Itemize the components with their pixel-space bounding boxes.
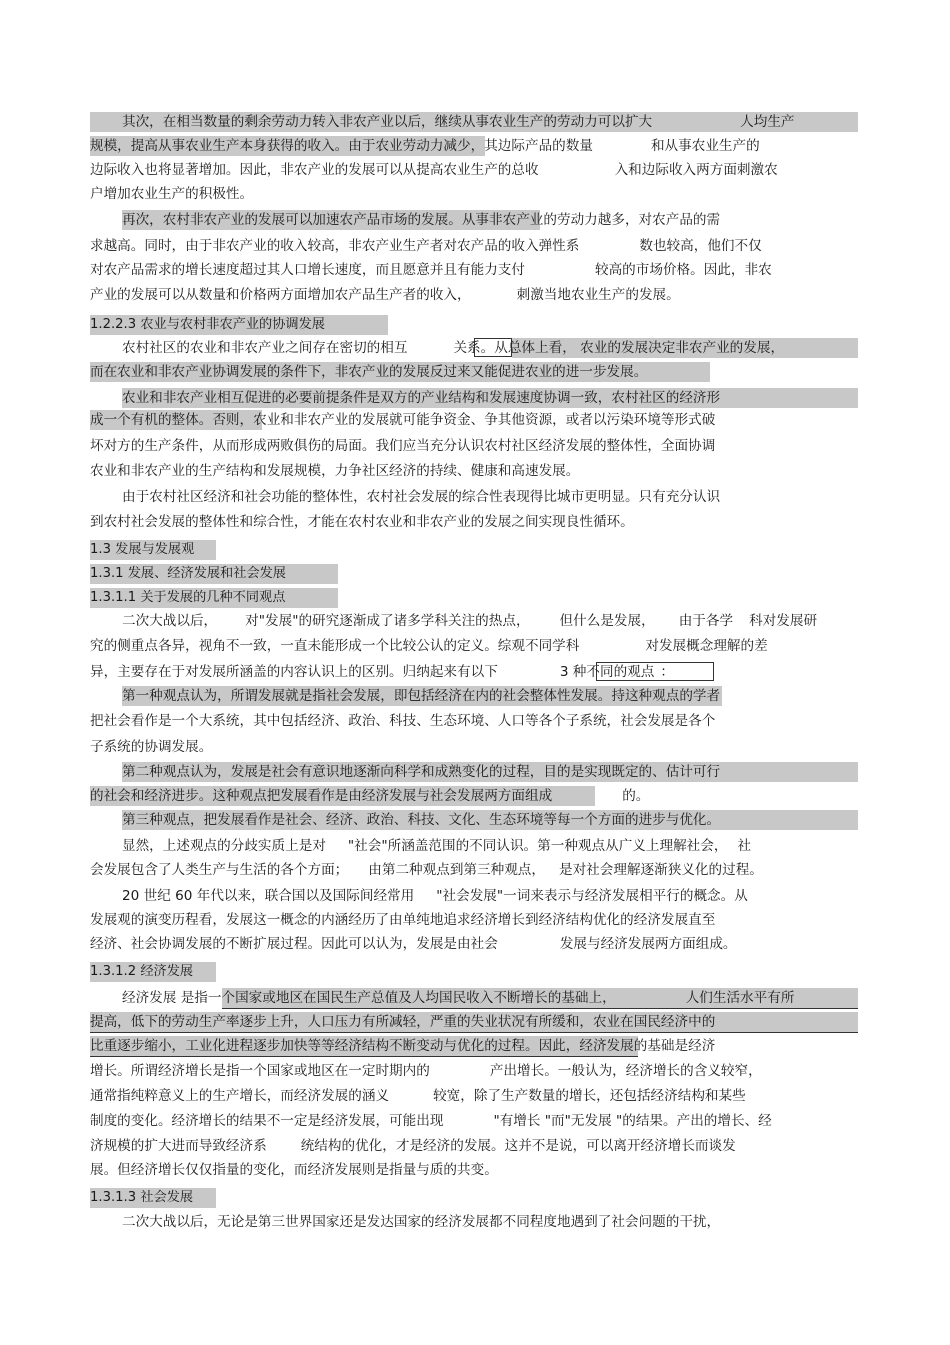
text-line: 农业和非农产业的生产结构和发展规模，力争社区经济的持续、健康和高速发展。: [90, 463, 580, 479]
text-line: 产业的发展可以从数量和价格两方面增加农产品生产者的收入， 刺激当地农业生产的发展。: [90, 287, 680, 303]
underline: [90, 1032, 858, 1033]
text-line: 再次，农村非农产业的发展可以加速农产品市场的发展。从事非农产业的劳动力越多，对农产品的需: [122, 212, 721, 228]
text-line: 经济发展 是指一个国家或地区在国民生产总值及人均国民收入不断增长的基础上， 人们生活水平有所: [122, 990, 795, 1006]
text-line: 20 世纪 60 年代以来，联合国以及国际间经常用 "社会发展"一词来表示与经济发展相平行的概念。从: [122, 888, 748, 904]
text-line: 子系统的协调发展。: [90, 739, 213, 755]
text-line: 会发展包含了人类生产与生活的各个方面； 由第二种观点到第三种观点， 是对社会理解逐渐狭义化的过程。: [90, 862, 763, 878]
section-heading: 1.3.1 发展、经济发展和社会发展: [90, 566, 286, 581]
text-line: 第二种观点认为，发展是社会有意识地逐渐向科学和成熟变化的过程，目的是实现既定的、估计可行: [122, 764, 721, 780]
text-line: 成一个有机的整体。否则，农业和非农产业的发展就可能争资金、争其他资源，或者以污染环境等形式破: [90, 412, 716, 428]
text-line: 展。但经济增长仅仅指量的变化，而经济发展则是指量与质的共变。: [90, 1162, 498, 1178]
section-heading: 1.3.1.1 关于发展的几种不同观点: [90, 590, 286, 605]
text-line: 显然，上述观点的分歧实质上是对 "社会"所涵盖范围的不同认识。第一种观点从广义上理解社会， 社: [122, 838, 752, 854]
text-line: 其次，在相当数量的剩余劳动力转入非农产业以后，继续从事农业生产的劳动力可以扩大 人均生产: [122, 114, 795, 130]
text-line: 发展观的演变历程看，发展这一概念的内涵经历了由单纯地追求经济增长到经济结构优化的经济发展直至: [90, 912, 716, 928]
text-line: 第三种观点，把发展看作是社会、经济、政治、科技、文化、生态环境等每一个方面的进步与优化。: [122, 812, 721, 828]
text-line: 究的侧重点各异，视角不一致，一直未能形成一个比较公认的定义。综观不同学科 对发展概念理解的差: [90, 638, 768, 654]
text-line: 边际收入也将显著增加。因此，非农产业的发展可以从提高农业生产的总收 入和边际收入两方面刺激农: [90, 162, 778, 178]
section-heading: 1.3.1.2 经济发展: [90, 964, 194, 979]
text-line: 二次大战以后， 对"发展"的研究逐渐成了诸多学科关注的热点， 但什么是发展， 由于各学 科对发展研: [122, 613, 818, 629]
text-line: 增长。所谓经济增长是指一个国家或地区在一定时期内的 产出增长。一般认为，经济增长的含义较窄，: [90, 1063, 762, 1079]
text-line: 二次大战以后，无论是第三世界国家还是发达国家的经济发展都不同程度地遇到了社会问题的干扰，: [122, 1214, 721, 1230]
text-line: 对农产品需求的增长速度超过其人口增长速度，而且愿意并且有能力支付 较高的市场价格。因此，非农: [90, 262, 772, 278]
underline: [222, 1008, 858, 1009]
text-line: 异，主要存在于对发展所涵盖的内容认识上的区别。归纳起来有以下 3 种不同的观点 ：: [90, 664, 674, 680]
text-line: 的社会和经济进步。这种观点把发展看作是由经济发展与社会发展两方面组成 的。: [90, 788, 650, 804]
text-line: 把社会看作是一个大系统，其中包括经济、政治、科技、生态环境、人口等各个子系统，社会发展是各个: [90, 713, 716, 729]
text-line: 第一种观点认为，所谓发展就是指社会发展，即包括经济在内的社会整体性发展。持这种观点的学者: [122, 688, 721, 704]
text-line: 提高，低下的劳动生产率逐步上升，人口压力有所减轻，严重的失业状况有所缓和，农业在国民经济中的: [90, 1014, 716, 1030]
text-line: 经济、社会协调发展的不断扩展过程。因此可以认为，发展是由社会 发展与经济发展两方面组成。: [90, 936, 737, 952]
section-heading: 1.2.2.3 农业与农村非农产业的协调发展: [90, 317, 325, 332]
text-line: 农业和非农产业相互促进的必要前提条件是双方的产业结构和发展速度协调一致，农村社区的经济形: [122, 390, 721, 406]
text-line: 济规模的扩大进而导致经济系 统结构的优化，才是经济的发展。这并不是说，可以离开经济增长而谈发: [90, 1138, 736, 1154]
underline: [90, 1056, 638, 1057]
text-line: 户增加农业生产的积极性。: [90, 186, 254, 202]
text-line: 坏对方的生产条件，从而形成两败俱伤的局面。我们应当充分认识农村社区经济发展的整体性，全面协调: [90, 438, 716, 454]
text-line: 制度的变化。经济增长的结果不一定是经济发展，可能出现 "有增长 "而"无发展 "的结果。产出的增长、经: [90, 1113, 772, 1129]
text-line: 农村社区的农业和非农产业之间存在密切的相互 关系。从总体上看， 农业的发展决定非农产业的发展，: [122, 340, 785, 356]
text-line: 而在农业和非农产业协调发展的条件下，非农产业的发展反过来又能促进农业的进一步发展。: [90, 364, 648, 380]
text-line: 求越高。同时，由于非农产业的收入较高，非农产业生产者对农产品的收入弹性系 数也较高，他们不仅: [90, 238, 762, 254]
section-heading: 1.3.1.3 社会发展: [90, 1190, 194, 1205]
text-line: 比重逐步缩小，工业化进程逐步加快等等经济结构不断变动与优化的过程。因此，经济发展的基础是经济: [90, 1038, 716, 1054]
text-line: 通常指纯粹意义上的生产增长，而经济发展的涵义 较宽，除了生产数量的增长，还包括经济结构和某些: [90, 1088, 746, 1104]
section-heading: 1.3 发展与发展观: [90, 542, 195, 557]
text-line: 规模，提高从事农业生产本身获得的收入。由于农业劳动力减少，其边际产品的数量 和从事农业生产的: [90, 138, 760, 154]
text-line: 到农村社会发展的整体性和综合性，才能在农村农业和非农产业的发展之间实现良性循环。: [90, 514, 634, 530]
text-line: 由于农村社区经济和社会功能的整体性，农村社会发展的综合性表现得比城市更明显。只有充分认识: [122, 489, 721, 505]
